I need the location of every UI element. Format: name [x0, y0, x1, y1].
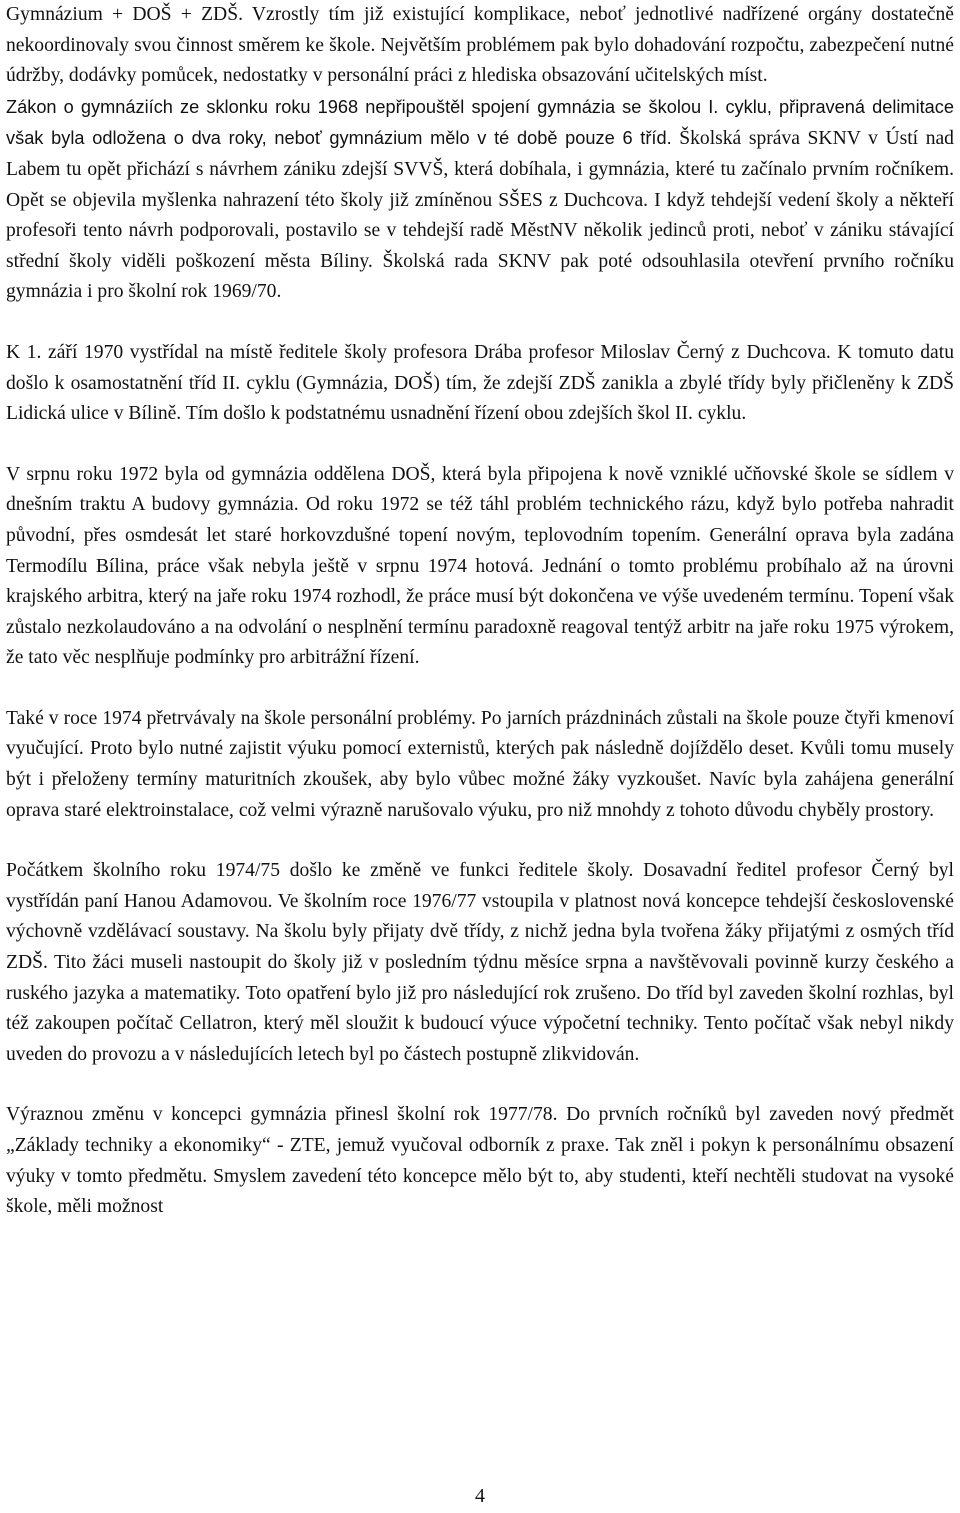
paragraph-gymnasium-law-text: Zákon o gymnáziích ze sklonku roku 1968 nepřipouštěl spojení gymnázia se školou I. cyklu, připravená delimitace však byla odložena o dva roky, neboť gymnázium mělo v té době pouze 6 tříd.: [6, 96, 954, 149]
paragraph-gap: [6, 308, 954, 338]
paragraph-heating-problem: V srpnu roku 1972 byla od gymnázia oddělena DOŠ, která byla připojena k nově vzniklé učňovské škole se sídlem v dnešním traktu A budovy gymnázia. Od roku 1972 se též táhl problém technického rázu, když bylo potřeba nahradit původní, přes osmdesát let staré horkovzdušné topení novým, teplovodním topením. Generální oprava byla zadána Termodílu Bílina, práce však nebyla ještě v srpnu 1974 hotová. Jednání o tomto problému probíhalo až na úrovni krajského arbitra, který na jaře roku 1974 rozhodl, že práce musí být dokončena ve výše uvedeném termínu. Topení však zůstalo nezkolaudováno a na odvolání o nesplnění termínu paradoxně reagoval tentýž arbitr na jaře roku 1975 výrokem, že tato věc nesplňuje podmínky pro arbitrážní řízení.: [6, 463, 954, 669]
document-page: [6, 0, 954, 1223]
paragraph-school-merger: [6, 0, 954, 308]
paragraph-gap: [6, 430, 954, 460]
paragraph-concept-change-1977: Výraznou změnu v koncepci gymnázia přinesl školní rok 1977/78. Do prvních ročníků byl zaveden nový předmět „Základy techniky a ekonomiky“ - ZTE, jemuž vyučoval odborník z praxe. Tak zněl i pokyn k personálnímu obsazení výuky v tomto předmětu. Smyslem zavedení této koncepce mělo být to, aby studenti, kteří nechtěli studovat na vysoké škole, měli možnost: [6, 1104, 954, 1218]
paragraph-gap: [6, 826, 954, 856]
paragraph-school-merger-text: Gymnázium + DOŠ + ZDŠ. Vzrostly tím již existující komplikace, neboť jednotlivé nadřízené orgány dostatečně nekoordinovaly svou činnost směrem ke škole. Největším problémem pak bylo dohadování rozpočtu, zabezpečení nutné údržby, dodávky pomůcek, nedostatky v personální práci z hlediska obsazování učitelských míst.: [6, 4, 954, 87]
paragraph-gap: [6, 674, 954, 704]
paragraph-new-director-1970: K 1. září 1970 vystřídal na místě ředitele školy profesora Drába profesor Miloslav Černý z Duchcova. K tomuto datu došlo k osamostatnění tříd II. cyklu (Gymnázia, DOŠ) tím, že zdejší ZDŠ zanikla a zbylé třídy byly přičleněny k ZDŠ Lidická ulice v Bílině. Tím došlo k podstatnému usnadnění řízení obou zdejších škol II. cyklu.: [6, 341, 954, 425]
paragraph-director-change-1974: Počátkem školního roku 1974/75 došlo ke změně ve funkci ředitele školy. Dosavadní ředitel profesor Černý byl vystřídán paní Hanou Adamovou. Ve školním roce 1976/77 vstoupila v platnost nová koncepce tehdejší československé výchovně vzdělávací soustavy. Na školu byly přijaty dvě třídy, z nichž jedna byla tvořena žáky přijatými z osmých tříd ZDŠ. Tito žáci museli nastoupit do školy již v posledním týdnu měsíce srpna a navštěvovali povinně kurzy českého a ruského jazyka a matematiky. Toto opatření bylo již pro následující rok zrušeno. Do tříd byl zaveden školní rozhlas, byl též zakoupen počítač Cellatron, který měl sloužit k budoucí výuce výpočetní techniky. Tento počítač však nebyl nikdy uveden do provozu a v následujících letech byl po částech postupně zlikvidován.: [6, 860, 954, 1065]
paragraph-staff-problems-1974: Také v roce 1974 přetrvávaly na škole personální problémy. Po jarních prázdninách zůstali na škole pouze čtyři kmenoví vyučující. Proto bylo nutné zajistit výuku pomocí externistů, kterých pak následně dojíždělo deset. Kvůli tomu musely být i přeloženy termíny maturitních zkoušek, aby bylo vůbec možné žáky vyzkoušet. Navíc byla zahájena generální oprava staré elektroinstalace, což velmi výrazně narušovalo výuku, pro niž mnohdy z tohoto důvodu chyběly prostory.: [6, 707, 954, 821]
paragraph-svvs-closure-text: Školská správa SKNV v Ústí nad Labem tu opět přichází s návrhem zániku zdejší SVVŠ, která dobíhala, i gymnázia, které tu začínalo prvním ročníkem. Opět se objevila myšlenka nahrazení této školy již zmíněnou SŠES z Duchcova. I když tehdejší vedení školy a někteří profesoři tento návrh podporovali, postavilo se v tehdejší radě MěstNV několik jedinců proti, neboť v zániku stávající střední školy viděli poškození města Bíliny. Školská rada SKNV pak poté odsouhlasila otevření prvního ročníku gymnázia i pro školní rok 1969/70.: [6, 128, 954, 303]
page-number: 4: [475, 1485, 485, 1507]
paragraph-gap: [6, 1070, 954, 1100]
